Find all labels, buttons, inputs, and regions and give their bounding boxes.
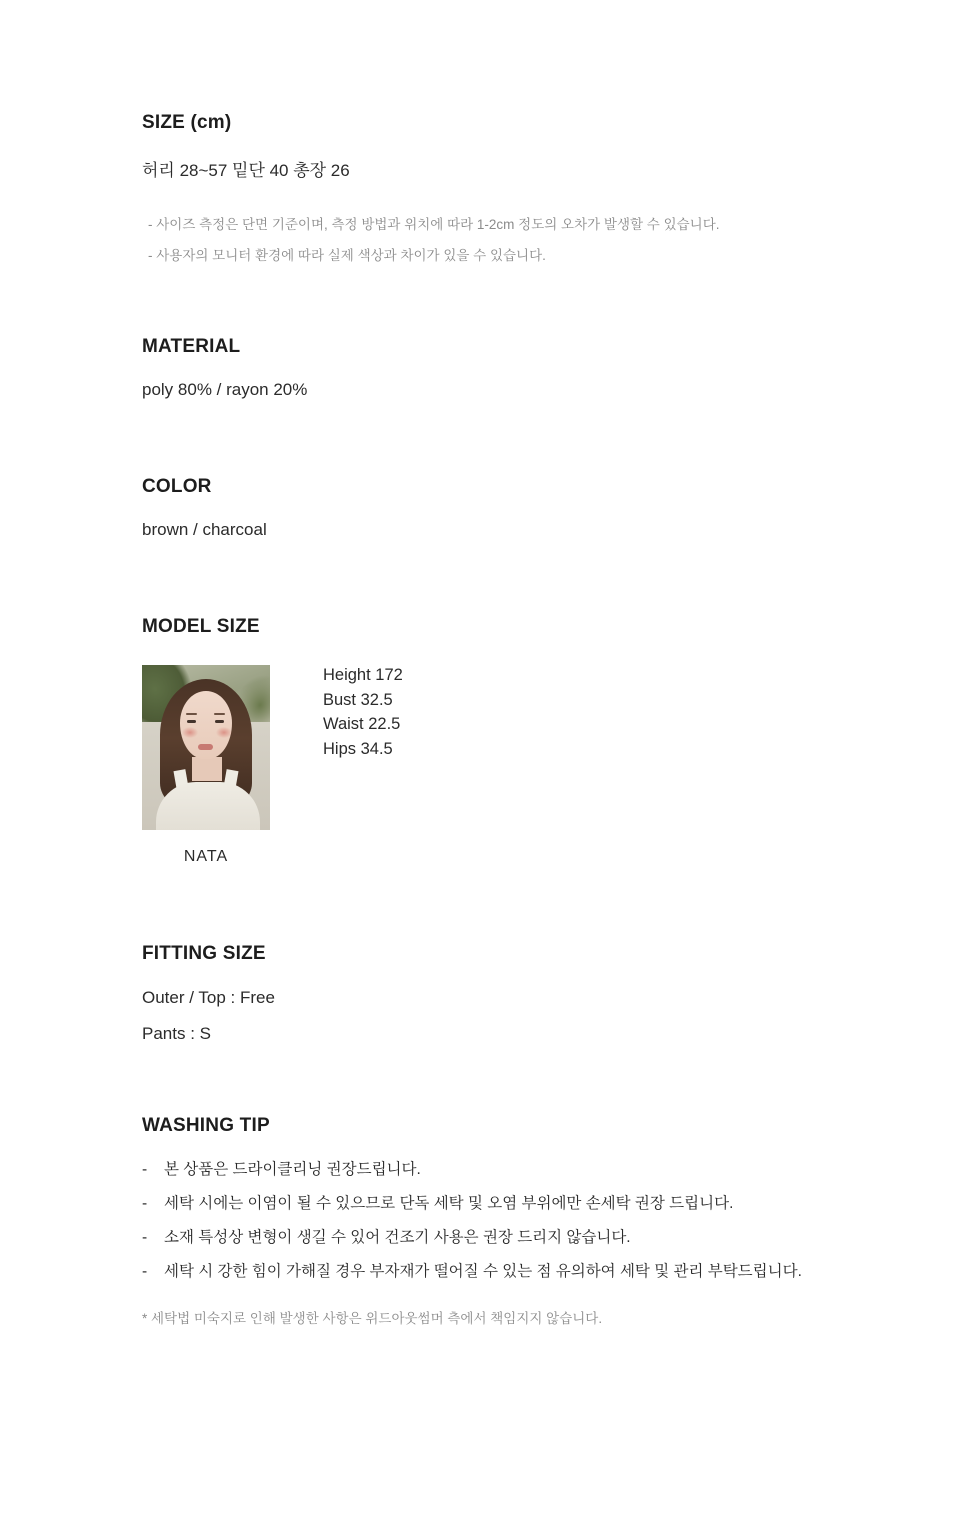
material-value: poly 80% / rayon 20% (142, 380, 308, 399)
size-section (142, 112, 350, 181)
size-note-1: - 사이즈 측정은 단면 기준이며, 측정 방법과 위치에 따라 1-2cm 정도의 오차가 발생할 수 있습니다. (148, 217, 720, 232)
color-value: brown / charcoal (142, 520, 267, 539)
washing-tip-item (142, 1193, 802, 1215)
size-notes (148, 213, 720, 275)
color-section (142, 476, 267, 540)
material-section (142, 336, 307, 400)
model-eye-right (215, 720, 224, 723)
washing-tip-item (142, 1261, 802, 1283)
model-size-section (142, 616, 403, 866)
size-measurements: 허리 28~57 밑단 40 총장 26 (142, 161, 350, 180)
bullet-dash-icon: - (142, 1263, 148, 1280)
washing-tip-text-2: 세탁 시에는 이염이 될 수 있으므로 단독 세탁 및 오염 부위에만 손세탁 권장 드립니다. (164, 1195, 734, 1212)
washing-tip-heading: WASHING TIP (142, 1115, 270, 1136)
size-heading: SIZE (cm) (142, 112, 232, 133)
model-cheek-left (182, 727, 198, 738)
model-row (142, 665, 403, 866)
model-size-heading: MODEL SIZE (142, 616, 260, 637)
model-eye-left (187, 720, 196, 723)
fitting-size-heading: FITTING SIZE (142, 943, 266, 964)
color-heading: COLOR (142, 476, 212, 497)
model-lips (198, 744, 213, 750)
washing-tip-text-1: 본 상품은 드라이클리닝 권장드립니다. (164, 1161, 421, 1178)
washing-tip-text-4: 세탁 시 강한 힘이 가해질 경우 부자재가 떨어질 수 있는 점 유의하여 세탁 및 관리 부탁드립니다. (164, 1263, 802, 1280)
model-stats (323, 663, 403, 761)
model-stat-hips: Hips 34.5 (323, 739, 393, 758)
model-brow-left (186, 713, 197, 715)
model-photo (142, 665, 270, 830)
washing-tip-item (142, 1227, 802, 1249)
washing-tip-item (142, 1159, 802, 1181)
washing-tip-text-3: 소재 특성상 변형이 생길 수 있어 건조기 사용은 권장 드리지 않습니다. (164, 1229, 631, 1246)
model-photo-wrap (142, 665, 270, 866)
bullet-dash-icon: - (142, 1161, 148, 1178)
model-cheek-right (216, 727, 232, 738)
washing-tip-footnote: * 세탁법 미숙지로 인해 발생한 사항은 위드아웃썸머 측에서 책임지지 않습니다. (142, 1311, 603, 1326)
size-note-2: - 사용자의 모니터 환경에 따라 실제 색상과 차이가 있을 수 있습니다. (148, 248, 546, 263)
model-stat-bust: Bust 32.5 (323, 690, 393, 709)
model-stat-height: Height 172 (323, 666, 403, 684)
model-name: NATA (183, 848, 229, 865)
model-stat-waist: Waist 22.5 (323, 715, 401, 733)
fitting-size-section (142, 943, 275, 1060)
washing-tip-section (142, 1115, 802, 1327)
model-neck (192, 757, 222, 781)
bullet-dash-icon: - (142, 1195, 148, 1212)
fitting-line-outer-top: Outer / Top : Free (142, 988, 275, 1007)
fitting-line-pants: Pants : S (142, 1024, 211, 1043)
material-heading: MATERIAL (142, 336, 241, 357)
model-brow-right (214, 713, 225, 715)
bullet-dash-icon: - (142, 1229, 148, 1246)
